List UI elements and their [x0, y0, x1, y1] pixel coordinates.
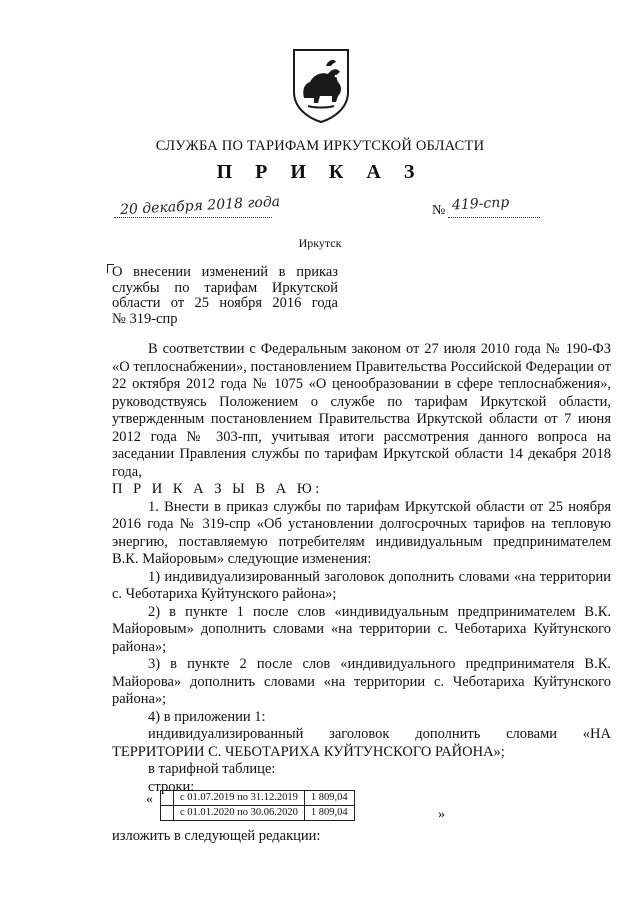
table-row: [161, 791, 355, 806]
subitem-4b: в тарифной таблице:: [148, 761, 276, 777]
table-cell-value: 1 809,04: [304, 806, 354, 821]
handwritten-number: 419-спр: [451, 194, 510, 214]
subject-line: службы по тарифам Иркутской: [112, 279, 338, 296]
close-quote: »: [438, 807, 445, 822]
subject-block: [112, 265, 338, 327]
subitem-4a: индивидуализированный заголовок дополнить словами «НА ТЕРРИТОРИИ С. ЧЕБОТАРИХА КУЙТУНСКОГО РАЙОНА»;: [112, 726, 611, 760]
item-1-paragraph: 1. Внести в приказ службы по тарифам Иркутской области от 25 ноября 2016 года № 319-спр «Об установлении долгосрочных тарифов на тепловую энергию, поставляемую потребителям индивидуальным предпринимателем В.К. Майоровым» следующие изменения:: [112, 498, 611, 567]
order-word: П Р И К А З Ы В А Ю:: [112, 481, 323, 497]
document-body: [112, 341, 611, 796]
document-type-title: П Р И К А З: [216, 161, 424, 183]
table-cell-period: с 01.07.2019 по 31.12.2019: [174, 791, 305, 806]
table-cell-empty: [161, 806, 174, 821]
subitem-4: 4) в приложении 1:: [148, 708, 266, 725]
subject-line: области от 25 ноября 2016 года: [112, 295, 338, 311]
city-name: Иркутск: [298, 236, 342, 250]
table-cell-value: 1 809,04: [304, 791, 354, 806]
number-underline: [448, 217, 540, 218]
rows-label: строки:: [148, 778, 195, 795]
preamble-paragraph: В соответствии с Федеральным законом от 27 июля 2010 года № 190-ФЗ «О теплоснабжении», постановлением Правительства Российской Федерации от 22 октября 2012 года № 1075 «О ценообразовании в сфере теплоснабжения», руководствуясь Положением о службе по тарифам Иркутской области, утвержденным постановлением Правительства Иркутской области от 7 июня 2012 года № 303-пп, учитывая итоги рассмотрения данного вопроса на заседании Правления службы по тарифам Иркутской области 14 декабря 2018 года,: [112, 341, 611, 480]
closing-line: изложить в следующей редакции:: [112, 828, 321, 844]
coat-of-arms-emblem: [290, 46, 352, 124]
subitem-2: 2) в пункте 1 после слов «индивидуальным предпринимателем В.К. Майоровым» дополнить словами «на территории с. Чеботариха Куйтунского района»;: [112, 603, 611, 655]
subject-line: № 319-спр: [112, 310, 178, 327]
table-row: [161, 806, 355, 821]
subitem-3: 3) в пункте 2 после слов «индивидуального предпринимателя В.К. Майорова» дополнить словами «на территории с. Чеботариха Куйтунского района»;: [112, 656, 611, 707]
number-sign: №: [432, 203, 446, 218]
subitem-1: 1) индивидуализированный заголовок дополнить словами «на территории с. Чеботариха Куйтунского района»;: [112, 568, 611, 602]
tariff-table: [160, 790, 355, 821]
agency-name: СЛУЖБА ПО ТАРИФАМ ИРКУТСКОЙ ОБЛАСТИ: [155, 138, 485, 154]
table-cell-period: с 01.01.2020 по 30.06.2020: [174, 806, 305, 821]
open-quote: «: [146, 792, 153, 807]
subject-line: О внесении изменений в приказ: [112, 264, 338, 280]
handwritten-date: 20 декабря 2018 года: [119, 193, 281, 219]
closing-line-block: [112, 828, 611, 846]
table-cell-empty: [161, 791, 174, 806]
